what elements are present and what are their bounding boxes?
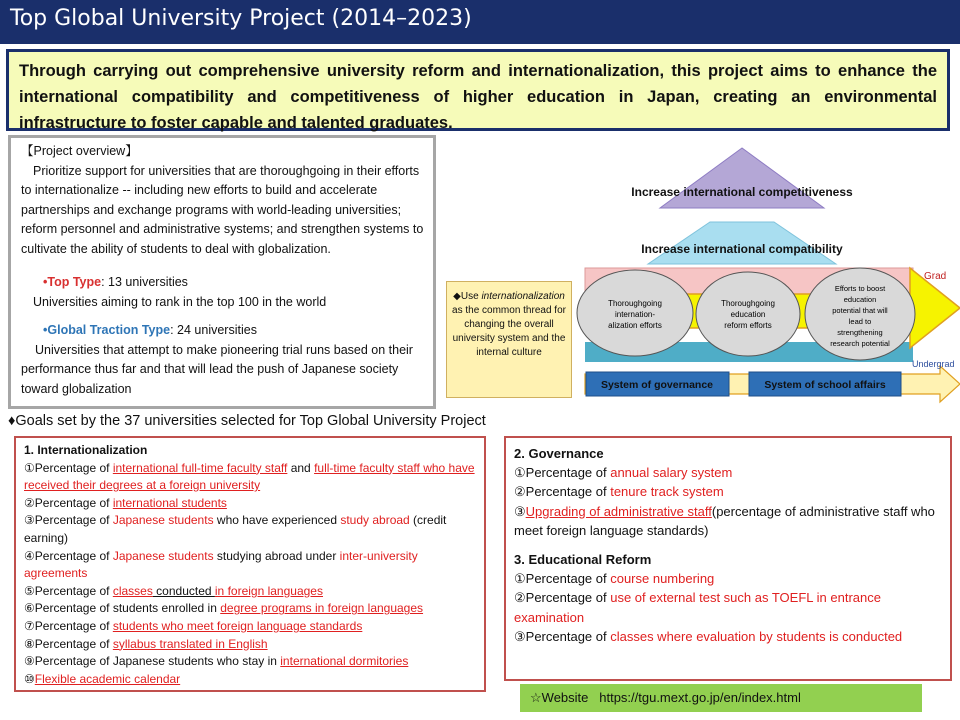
goal-item-text: international dormitories [280, 654, 409, 669]
goal-item-text: Percentage of Japanese students who stay in [34, 654, 281, 669]
goal-item-number: ⑨ [24, 654, 35, 669]
goal-item-number: ⑤ [24, 583, 35, 598]
governance-list [514, 463, 942, 540]
goal-item [514, 588, 942, 626]
goal-item [24, 495, 476, 513]
goal-item-text: degree programs in foreign languages [220, 601, 424, 616]
oval3-line6: research potential [830, 339, 890, 348]
goal-item-text: Percentage of [34, 548, 113, 563]
oval-research-potential [805, 268, 915, 360]
goal-item-text: Upgrading of administrative staff [525, 503, 712, 519]
goal-item [24, 653, 476, 671]
goal-item-text: Percentage of [525, 590, 611, 606]
goal-item-text: Percentage of [525, 484, 611, 500]
goal-item [514, 502, 942, 540]
mission-statement: Through carrying out comprehensive university reform and internationalization, this project aims to enhance the international compatibility and competitiveness of higher education in Japan, creating an environmental infrastructure to foster capable and talented graduates. [6, 49, 950, 131]
use-box-italic: internationalization [481, 291, 565, 302]
traction-type-description: Universities that attempt to make pioneering trial runs based on their performance thus far and that will lead the push of Japanese society toward globalization [21, 342, 413, 396]
top-type [21, 273, 425, 312]
website-banner [520, 684, 922, 712]
oval1-line2: internation- [614, 310, 656, 319]
goal-item-text: international students [112, 495, 227, 510]
goal-item [24, 512, 476, 547]
oval1-line3: alization efforts [608, 321, 662, 330]
goal-item-text: in foreign languages [214, 583, 323, 598]
goal-item-number: ③ [514, 628, 526, 644]
use-box-suffix: as the common thread for changing the overall university system and the internal culture [452, 305, 566, 358]
goal-item-number: ⑦ [24, 618, 35, 633]
goal-item [24, 618, 476, 636]
goal-item-text: Japanese students [112, 548, 214, 563]
overview-body: Prioritize support for universities that are thoroughgoing in their efforts to internationalize -- including new efforts to build and accelerate partnerships and exchange programs with world-leading universities; reform personnel and administrative systems; and strengthen systems to cultivate the ability of students to deal with globalization. [21, 163, 424, 256]
oval3-line3: potential that will [832, 306, 888, 315]
oval2-line3: reform efforts [724, 321, 772, 330]
goal-item-number: ⑧ [24, 636, 35, 651]
top-type-name: •Top Type [43, 275, 102, 289]
goal-item-text: (percentage of administrative staff who meet foreign language standards) [514, 503, 935, 538]
goal-item [24, 583, 476, 601]
goal-item-text: who have experienced [213, 513, 341, 528]
page-title: Top Global University Project (2014–2023) [10, 6, 472, 31]
oval-internationalization [577, 270, 693, 356]
compatibility-label: Increase international compatibility [641, 242, 843, 256]
goal-item [24, 636, 476, 654]
arrow-undergrad-label: Undergrad [912, 359, 955, 369]
goal-item [24, 548, 476, 583]
goal-item-text: Percentage of [34, 460, 113, 475]
website-label: ☆Website [530, 690, 589, 705]
goal-item-text: Percentage of [34, 636, 113, 651]
goal-item-text: Percentage of [34, 618, 113, 633]
governance-heading: 2. Governance [514, 446, 604, 461]
goal-item-number: ③ [514, 503, 526, 519]
goal-item-text: use of external test such as TOEFL in entrance examination [514, 590, 881, 625]
oval3-line4: lead to [848, 317, 872, 326]
oval1-line1: Thoroughgoing [608, 299, 662, 308]
global-traction-type [21, 321, 425, 341]
goal-item-number: ② [514, 590, 526, 606]
goal-item-text: Percentage of [525, 465, 611, 481]
educational-reform-list [514, 569, 942, 646]
competitiveness-label: Increase international competitiveness [631, 185, 853, 199]
oval2-line2: education [730, 310, 766, 319]
goal-item-number: ⑩ [24, 671, 35, 686]
goal-item [514, 569, 942, 588]
governance-reform-goals-box [504, 436, 952, 681]
goal-item-text: and [287, 460, 315, 475]
goal-item-text: studying abroad under [213, 548, 340, 563]
goal-item-text: course numbering [610, 571, 715, 587]
goal-item-text: Percentage of [34, 583, 113, 598]
goal-item-text: international full-time faculty staff [112, 460, 288, 475]
internationalization-heading: 1. Internationalization [24, 443, 148, 457]
goal-item-text: (credit earning) [24, 513, 447, 545]
use-internationalization-box [446, 281, 572, 398]
goal-item-number: ② [24, 495, 35, 510]
goal-item-text: Japanese students [112, 513, 214, 528]
oval-education-reform [696, 272, 800, 356]
goal-item-text: tenure track system [610, 484, 724, 500]
competitiveness-triangle [660, 148, 824, 208]
goal-item-text: classes [112, 583, 153, 598]
goal-item-text: Percentage of [525, 628, 611, 644]
overview-heading: 【Project overview】 [21, 144, 138, 158]
goal-item-number: ⑥ [24, 601, 35, 616]
website-link[interactable]: https://tgu.mext.go.jp/en/index.html [599, 690, 801, 705]
project-overview-panel [8, 135, 436, 409]
oval2-line1: Thoroughgoing [721, 299, 775, 308]
goal-item [514, 482, 942, 501]
goal-item-number: ① [24, 460, 35, 475]
use-box-prefix: ◆Use [453, 291, 482, 302]
goal-item-text: study abroad [340, 513, 410, 528]
goal-item-text: annual salary system [610, 465, 733, 481]
governance-system-label: System of governance [600, 379, 714, 391]
goal-item-text: Percentage of [525, 571, 611, 587]
educational-reform-heading: 3. Educational Reform [514, 552, 652, 568]
goal-item-number: ① [514, 571, 526, 587]
goal-item-text: Percentage of students enrolled in [34, 601, 221, 616]
goal-item [24, 671, 476, 689]
oval3-line1: Efforts to boost [834, 284, 886, 293]
goal-item-text: full-time faculty staff who have received their degrees at a foreign university [24, 460, 475, 493]
oval3-line2: education [843, 295, 877, 304]
goal-item-text: syllabus translated in English [112, 636, 268, 651]
goal-item-number: ② [514, 484, 526, 500]
goals-heading: ♦Goals set by the 37 universities selected for Top Global University Project [8, 413, 486, 429]
goal-item-text: inter-university agreements [24, 548, 418, 581]
goal-item-text: Percentage of [34, 495, 113, 510]
oval3-line5: strengthening [837, 328, 883, 337]
goal-item-number: ④ [24, 548, 35, 563]
goal-item [514, 463, 942, 482]
traction-type-name: •Global Traction Type [43, 323, 171, 337]
school-affairs-system-label: System of school affairs [764, 379, 886, 391]
goal-item [514, 627, 942, 646]
top-type-description: Universities aiming to rank in the top 100 in the world [33, 294, 327, 309]
goal-item-number: ① [514, 465, 526, 481]
goal-item-text: Flexible academic calendar [34, 671, 181, 686]
goal-item-text: Percentage of [34, 513, 113, 528]
arrow-grad-label: Grad [924, 271, 947, 282]
goal-item-text: classes where evaluation by students is conducted [610, 628, 903, 644]
internationalization-list [24, 460, 476, 689]
traction-type-count: : 24 universities [170, 323, 257, 337]
goal-item-number: ③ [24, 513, 35, 528]
top-type-count: : 13 universities [101, 275, 188, 289]
goal-item [24, 600, 476, 618]
goal-item [24, 460, 476, 495]
goal-item-text: students who meet foreign language standards [112, 618, 363, 633]
internationalization-goals-box [14, 436, 486, 692]
goal-item-text: conducted [152, 583, 215, 598]
